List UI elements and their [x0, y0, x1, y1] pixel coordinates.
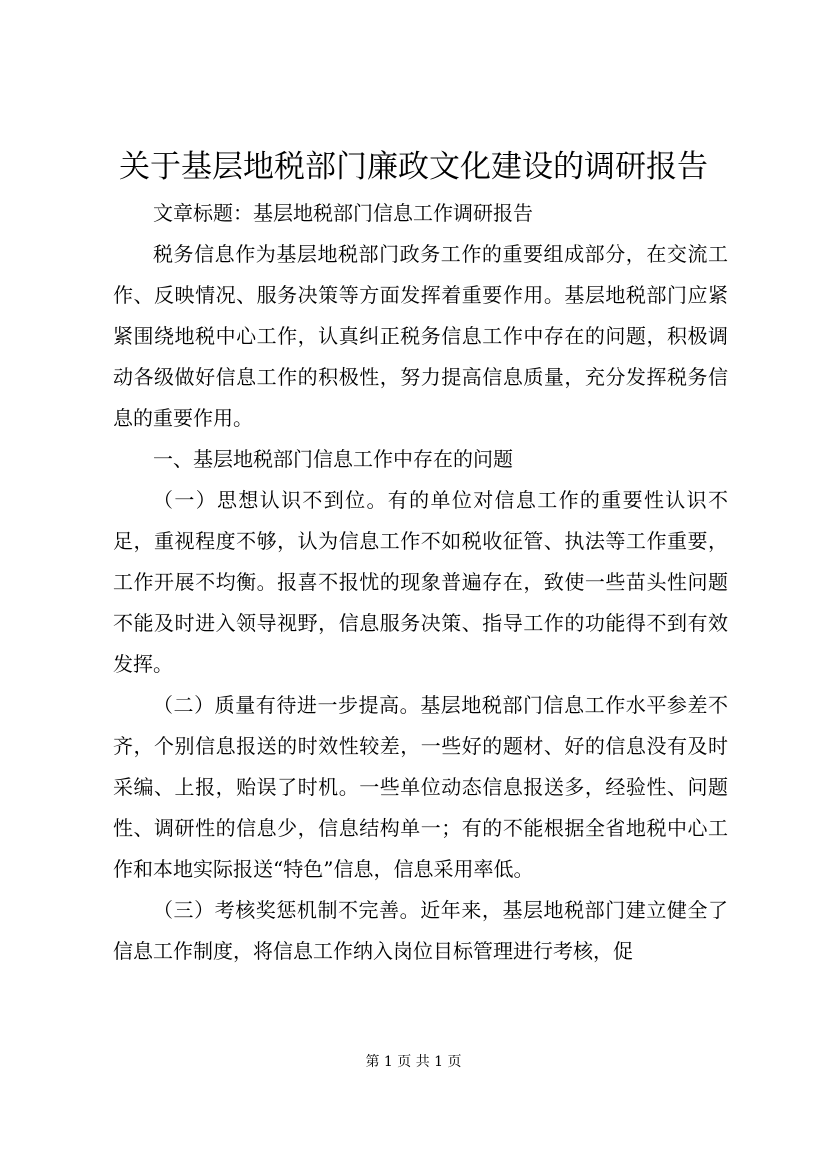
document-body	[113, 193, 728, 972]
section-heading-paragraph: 一、基层地税部门信息工作中存在的问题	[153, 447, 513, 471]
document-title: 关于基层地税部门廉政文化建设的调研报告	[119, 149, 708, 185]
intro-paragraph: 税务信息作为基层地税部门政务工作的重要组成部分，在交流工作、反映情况、服务决策等方面发挥着重要作用。基层地税部门应紧紧围绕地税中心工作，认真纠正税务信息工作中存在的问题，积极调动各级做好信息工作的积极性，努力提高信息质量，充分发挥税务信息的重要作用。	[113, 242, 728, 430]
article-subtitle-paragraph: 文章标题：基层地税部门信息工作调研报告	[153, 201, 533, 225]
page-number-footer: 第 1 页 共 1 页	[365, 1054, 462, 1070]
problem-two-paragraph: （二）质量有待进一步提高。基层地税部门信息工作水平参差不齐，个别信息报送的时效性较差，一些好的题材、好的信息没有及时采编、上报，贻误了时机。一些单位动态信息报送多，经验性、问题性、调研性的信息少，信息结构单一；有的不能根据全省地税中心工作和本地实际报送“特色”信息，信息采用率低。	[113, 693, 728, 881]
problem-three-paragraph: （三）考核奖惩机制不完善。近年来，基层地税部门建立健全了信息工作制度，将信息工作纳入岗位目标管理进行考核，促	[113, 898, 728, 963]
problem-one-paragraph: （一）思想认识不到位。有的单位对信息工作的重要性认识不足，重视程度不够，认为信息工作不如税收征管、执法等工作重要，工作开展不均衡。报喜不报忧的现象普遍存在，致使一些苗头性问题不能及时进入领导视野，信息服务决策、指导工作的功能得不到有效发挥。	[113, 488, 728, 676]
